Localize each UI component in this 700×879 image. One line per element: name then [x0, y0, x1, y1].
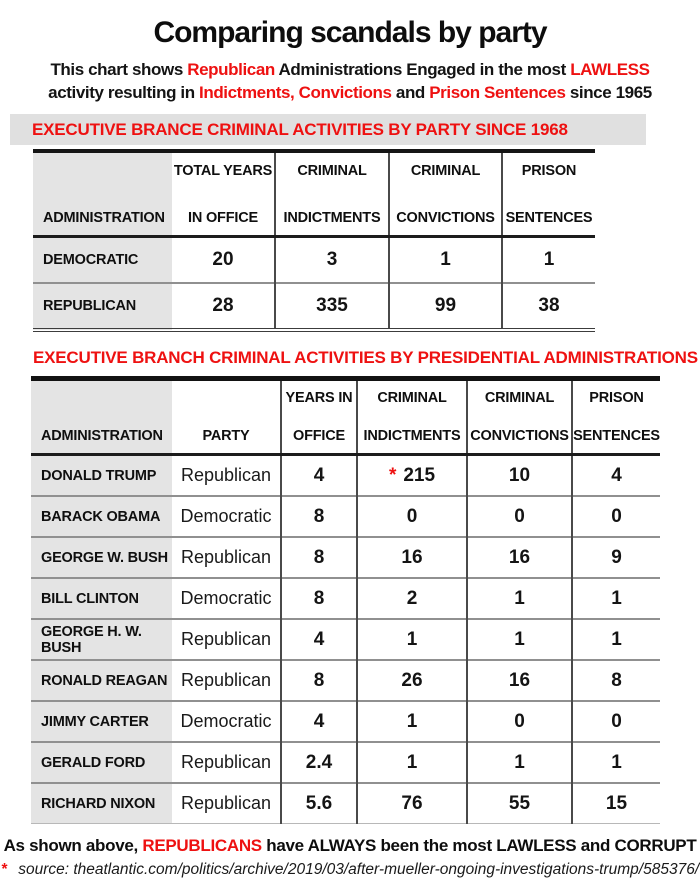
- cell-convictions: 16: [467, 537, 572, 578]
- cell-sentences: 1: [572, 742, 660, 783]
- subtitle-line-1: [0, 58, 700, 81]
- cell-indictments: 2: [357, 578, 467, 619]
- cell-indictments: 76: [357, 783, 467, 824]
- cell-party: Republican: [172, 537, 281, 578]
- header-label: CRIMINAL: [377, 390, 447, 406]
- cell-party: Republican: [180, 465, 272, 485]
- table-row-carter: [31, 701, 660, 742]
- closing-highlight-republicans: REPUBLICANS: [142, 836, 262, 855]
- header-label: OFFICE: [293, 428, 345, 444]
- cell-sentences: 1: [502, 237, 595, 284]
- cell-indictments: 1: [357, 701, 467, 742]
- table-row-ford: [31, 742, 660, 783]
- cell-convictions: 1: [467, 742, 572, 783]
- table-row-clinton: [31, 578, 660, 619]
- header-label: PRISON: [589, 390, 644, 406]
- subtitle-highlight-prison-sentences: Prison Sentences: [429, 83, 566, 102]
- column-header-criminal-convictions: [467, 379, 572, 455]
- header-label: PRISON: [521, 163, 577, 179]
- cell-party: Republican: [172, 783, 281, 824]
- cell-administration: REPUBLICAN: [33, 283, 172, 330]
- cell-sentences: 15: [572, 783, 660, 824]
- cell-name: JIMMY CARTER: [31, 701, 172, 742]
- cell-sentences: 0: [572, 701, 660, 742]
- cell-name: RONALD REAGAN: [31, 660, 172, 701]
- cell-years: 4: [281, 455, 357, 497]
- header-label: CRIMINAL: [484, 390, 555, 406]
- header-label: CRIMINAL: [410, 163, 481, 179]
- column-header-prison-sentences: [502, 151, 595, 237]
- cell-name: GERALD FORD: [31, 742, 172, 783]
- cell-sentences: 1: [572, 578, 660, 619]
- cell-party: Republican: [172, 660, 281, 701]
- column-header-total-years-in-office: [172, 151, 275, 237]
- header-label: ADMINISTRATION: [41, 428, 163, 444]
- source-text: source: theatlantic.com/politics/archive/2019/03/after-mueller-ongoing-investigations-trump/585376/: [13, 861, 700, 878]
- column-header-years-in-office: [281, 379, 357, 455]
- administrations-table-header: [31, 379, 660, 455]
- cell-name: GEORGE W. BUSH: [31, 537, 172, 578]
- administrations-table: [31, 376, 660, 824]
- cell-years: 4: [281, 619, 357, 660]
- cell-party: Democratic: [172, 496, 281, 537]
- header-label: CRIMINAL: [297, 163, 367, 179]
- cell-indictments: 0: [357, 496, 467, 537]
- closing-text: have ALWAYS been the most LAWLESS and CORRUPT: [261, 836, 697, 855]
- closing-text: As shown above,: [3, 836, 143, 855]
- table-row-democratic: [33, 237, 595, 284]
- cell-convictions: 16: [467, 660, 572, 701]
- table-row-obama: [31, 496, 660, 537]
- cell-sentences: 0: [572, 496, 660, 537]
- section-admin-heading: EXECUTIVE BRANCH CRIMINAL ACTIVITIES BY PRESIDENTIAL ADMINISTRATIONS: [33, 348, 698, 367]
- cell-name: GEORGE H. W. BUSH: [31, 619, 172, 660]
- section-party-heading: EXECUTIVE BRANCE CRIMINAL ACTIVITIES BY PARTY SINCE 1968: [32, 119, 568, 139]
- section-party-heading-band: [10, 114, 646, 145]
- cell-indictments-value: 215: [403, 464, 436, 486]
- cell-name: RICHARD NIXON: [31, 783, 172, 824]
- subtitle-text: activity resulting in: [48, 83, 200, 102]
- cell-sentences: 38: [502, 283, 595, 330]
- column-header-administration: [31, 379, 172, 455]
- subtitle-line-2: [0, 81, 700, 104]
- header-label: TOTAL YEARS: [173, 163, 273, 179]
- cell-party: Democratic: [172, 578, 281, 619]
- cell-administration: DEMOCRATIC: [33, 237, 172, 284]
- cell-convictions: 99: [389, 283, 502, 330]
- cell-sentences: 9: [572, 537, 660, 578]
- cell-indictments: [357, 455, 467, 497]
- cell-name: BARACK OBAMA: [31, 496, 172, 537]
- table-row-nixon: [31, 783, 660, 824]
- cell-years: 5.6: [281, 783, 357, 824]
- table-row-ghw-bush: [31, 619, 660, 660]
- cell-convictions: 0: [467, 701, 572, 742]
- column-header-party: [172, 379, 281, 455]
- cell-years: 4: [281, 701, 357, 742]
- header-label: INDICTMENTS: [363, 428, 461, 444]
- subtitle-highlight-lawless: LAWLESS: [570, 60, 650, 79]
- cell-years: 8: [281, 578, 357, 619]
- cell-indictments: 335: [275, 283, 389, 330]
- subtitle-text: since 1965: [565, 83, 652, 102]
- subtitle-highlight-indictments-convictions: Indictments, Convictions: [199, 83, 392, 102]
- cell-name: BILL CLINTON: [31, 578, 172, 619]
- header-row: [33, 151, 595, 237]
- header-label: SENTENCES: [505, 210, 593, 226]
- header-label: INDICTMENTS: [283, 210, 381, 226]
- cell-indictments: 1: [357, 619, 467, 660]
- column-header-criminal-indictments: [357, 379, 467, 455]
- cell-sentences: 8: [572, 660, 660, 701]
- source-citation: [0, 861, 700, 879]
- column-header-prison-sentences: [572, 379, 660, 455]
- cell-years: 20: [212, 249, 234, 270]
- header-label: SENTENCES: [573, 428, 660, 444]
- page-title: Comparing scandals by party: [153, 16, 547, 49]
- cell-convictions: 0: [467, 496, 572, 537]
- subtitle-text: This chart shows: [50, 60, 188, 79]
- table-row-republican: [33, 283, 595, 330]
- cell-party: Republican: [172, 619, 281, 660]
- table-row-trump: [31, 455, 660, 497]
- subtitle-text: Administrations Engaged in the most: [274, 60, 571, 79]
- table-row-reagan: [31, 660, 660, 701]
- subtitle-highlight-republican: Republican: [187, 60, 275, 79]
- infographic-page: [0, 16, 700, 879]
- closing-statement: [0, 836, 700, 856]
- header-label: IN OFFICE: [188, 210, 258, 226]
- cell-years: 8: [281, 496, 357, 537]
- cell-convictions: 10: [467, 455, 572, 497]
- cell-years: 2.4: [281, 742, 357, 783]
- subtitle-text: and: [391, 83, 430, 102]
- party-summary-table: [33, 149, 595, 332]
- column-header-administration: [33, 151, 172, 237]
- source-asterisk: *: [0, 861, 7, 878]
- subtitle: [0, 58, 700, 104]
- cell-convictions: 1: [389, 237, 502, 284]
- party-summary-table-header: [33, 151, 595, 237]
- cell-indictments: 3: [275, 237, 389, 284]
- header-row: [31, 379, 660, 455]
- header-label: ADMINISTRATION: [43, 210, 165, 226]
- cell-years: 8: [281, 537, 357, 578]
- cell-years: 28: [172, 283, 275, 330]
- cell-convictions: 1: [467, 578, 572, 619]
- cell-years: 8: [281, 660, 357, 701]
- cell-sentences: 4: [572, 455, 660, 497]
- column-header-criminal-convictions: [389, 151, 502, 237]
- cell-name: DONALD TRUMP: [31, 455, 172, 497]
- cell-convictions: 1: [467, 619, 572, 660]
- cell-indictments: 26: [357, 660, 467, 701]
- header-label: CONVICTIONS: [470, 428, 569, 444]
- table-row-gw-bush: [31, 537, 660, 578]
- cell-indictments: 16: [357, 537, 467, 578]
- header-label: PARTY: [202, 428, 250, 444]
- cell-party: Republican: [172, 742, 281, 783]
- cell-sentences: 1: [572, 619, 660, 660]
- cell-party: Democratic: [172, 701, 281, 742]
- column-header-criminal-indictments: [275, 151, 389, 237]
- cell-convictions: 55: [467, 783, 572, 824]
- footnote-asterisk: *: [388, 464, 397, 486]
- header-label: CONVICTIONS: [396, 210, 495, 226]
- cell-indictments: 1: [357, 742, 467, 783]
- header-label: YEARS IN: [285, 390, 353, 406]
